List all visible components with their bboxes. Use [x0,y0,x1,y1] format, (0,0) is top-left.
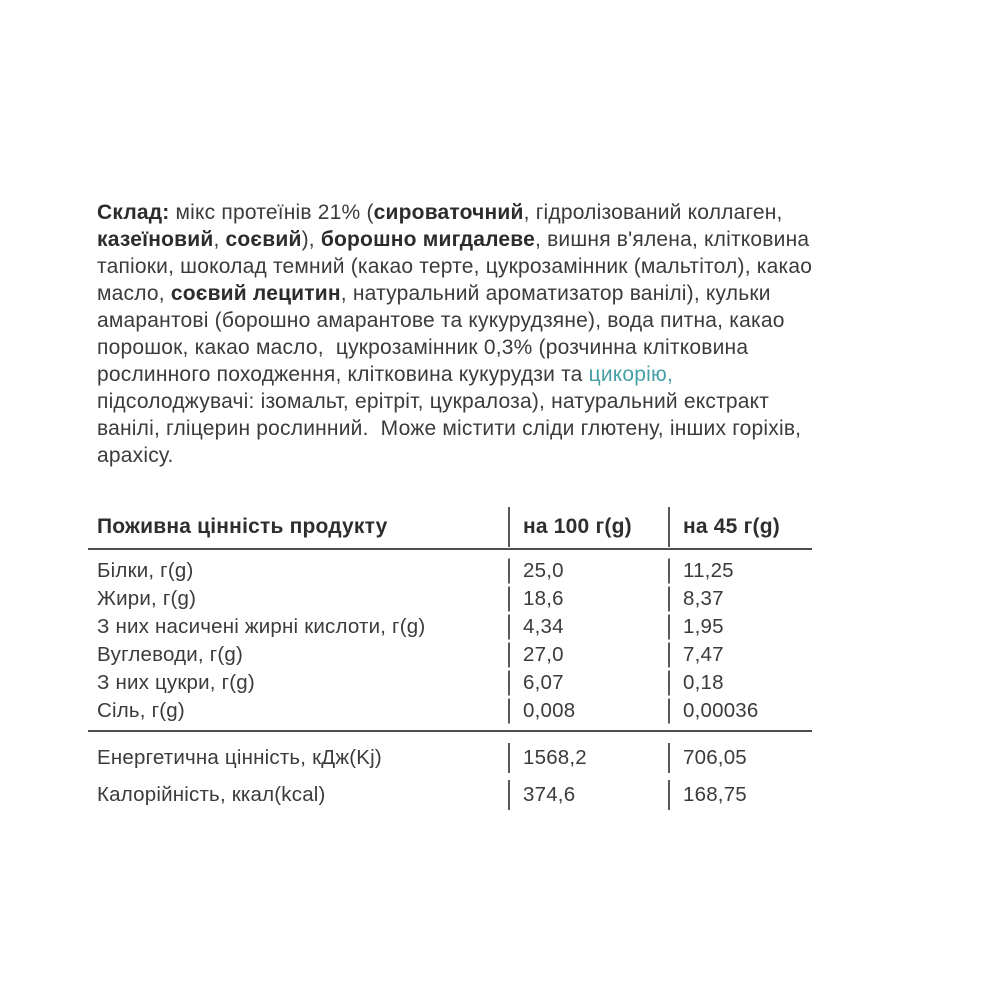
ingredient-text: рослинного походження, клітковина кукурудзи та [97,363,589,386]
ingredient-text: сироваточний [373,201,524,224]
ingredient-text: порошок, какао масло, цукрозамінник 0,3% (розчинна клітковина [97,336,749,359]
ingredient-text: Склад: [97,201,170,224]
ingredient-line [97,280,937,307]
nutrient-row [88,739,812,776]
ingredient-line [97,226,937,253]
ingredient-text: , [213,228,226,251]
ingredient-line [97,253,937,280]
ingredient-text: ванілі, гліцерин рослинний. Може містити сліди глютену, інших горіхів, [97,417,802,440]
value-per-100g: 374,6 [508,783,668,807]
ingredient-line [97,199,937,226]
nutrient-row [88,669,812,697]
nutrient-label: Вуглеводи, г(g) [97,643,244,666]
value-per-100g: 4,34 [508,615,668,639]
ingredient-text: ), [301,228,321,251]
nutrient-label: З них цукри, г(g) [97,671,255,694]
value-per-45g: 7,47 [668,643,812,667]
nutrition-table [88,506,812,818]
ingredient-line [97,442,937,469]
col-header-per-45g: на 45 г(g) [668,515,812,539]
nutrient-row [88,557,812,585]
value-per-100g: 0,008 [508,699,668,723]
ingredient-text: казеїновий [97,228,214,251]
ingredient-line [97,415,937,442]
value-per-100g: 1568,2 [508,746,668,770]
ingredient-text: соєвий лецитин [170,282,341,305]
nutrient-row [88,776,812,813]
ingredient-text: мікс протеїнів 21% ( [169,201,374,224]
table-header-row [88,506,812,548]
ingredient-line [97,334,937,361]
value-per-45g: 0,00036 [668,699,812,723]
value-per-100g: 18,6 [508,587,668,611]
ingredient-line [97,361,937,388]
ingredient-text: тапіоки, шоколад темний (какао терте, цукрозамінник (мальтітол), какао [97,255,813,278]
value-per-45g: 11,25 [668,559,812,583]
ingredient-line [97,388,937,415]
energy-rows [88,732,812,818]
ingredient-text: , гідролізований коллаген, [523,201,783,224]
ingredient-line [97,307,937,334]
value-per-100g: 6,07 [508,671,668,695]
ingredient-text: , натуральний ароматизатор ванілі), кульки [340,282,771,305]
ingredient-text: підсолоджувачі: ізомальт, ерітріт, цукралоза), натуральний екстракт [97,390,770,413]
nutrient-label: Жири, г(g) [97,587,197,610]
ingredient-text: борошно мигдалеве [320,228,535,251]
nutrient-row [88,613,812,641]
nutrient-row [88,641,812,669]
nutrient-label: Сіль, г(g) [97,699,185,722]
nutrient-label: Білки, г(g) [97,559,194,582]
ingredient-text: масло, [97,282,171,305]
nutrient-rows [88,550,812,730]
value-per-45g: 168,75 [668,783,812,807]
ingredient-text: , вишня в'ялена, клітковина [535,228,810,251]
value-per-45g: 8,37 [668,587,812,611]
ingredient-text: соєвий [225,228,302,251]
value-per-45g: 706,05 [668,746,812,770]
nutrient-row [88,585,812,613]
nutrient-label: Енергетична цінність, кДж(Kj) [97,745,382,769]
ingredients-paragraph [97,199,937,469]
highlighted-ingredient: цикорію, [588,363,673,386]
col-header-per-100g: на 100 г(g) [508,515,668,539]
value-per-100g: 25,0 [508,559,668,583]
table-title: Поживна цінність продукту [97,515,388,538]
value-per-45g: 0,18 [668,671,812,695]
nutrient-label: З них насичені жирні кислоти, г(g) [97,615,426,638]
value-per-100g: 27,0 [508,643,668,667]
ingredient-text: арахісу. [97,444,174,467]
nutrient-row [88,697,812,725]
ingredient-text: амарантові (борошно амарантове та кукурудзяне), вода питна, какао [97,309,785,332]
nutrient-label: Калорійність, ккал(kcal) [97,782,326,806]
value-per-45g: 1,95 [668,615,812,639]
